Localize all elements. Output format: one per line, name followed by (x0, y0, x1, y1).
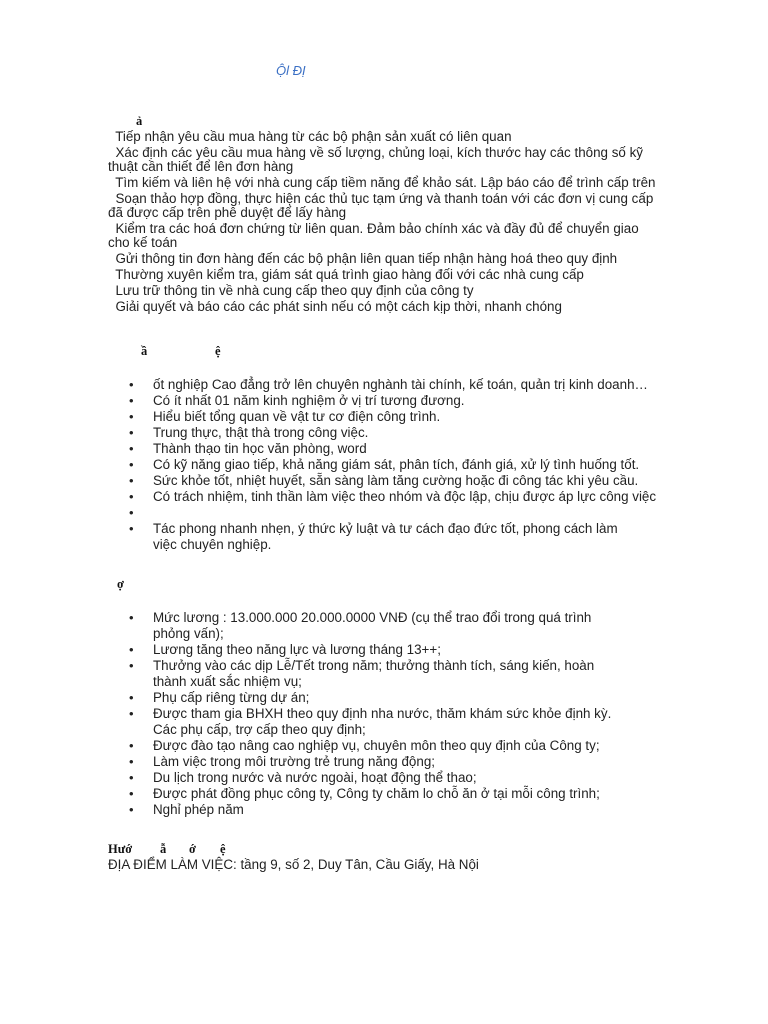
section4-heading-part-a: Hướ (108, 842, 133, 856)
description-line: Tìm kiếm và liên hệ với nhà cung cấp tiềm năng để khảo sát. Lập báo cáo để trình cấp trên (108, 175, 656, 190)
list-item: • Được phát đồng phục công ty, Công ty chăm lo chỗ ăn ở tại mỗi công trình; (108, 786, 688, 802)
section2-heading-part-a: ầ (141, 344, 148, 358)
description-line: thuật cần thiết để lên đơn hàng (108, 159, 294, 174)
list-item: • Lương tăng theo năng lực và lương tháng 13++; (108, 642, 688, 658)
document-title: Ộl ĐỊ (276, 63, 306, 78)
list-item: • Có ít nhất 01 năm kinh nghiệm ở vị trí tương đương. (108, 393, 688, 409)
description-line: Lưu trữ thông tin về nhà cung cấp theo quy định của công ty (108, 283, 474, 298)
work-location: ĐỊA ĐIỂM LÀM VIỆC: tầng 9, số 2, Duy Tân, Cầu Giấy, Hà Nội (108, 857, 479, 872)
section4-heading-part-c: ớ (189, 842, 196, 856)
description-line: Xác định các yêu cầu mua hàng về số lượng, chủng loại, kích thước hay các thông số kỹ (108, 145, 643, 160)
description-line: cho kế toán (108, 235, 178, 250)
list-item: • Thành thạo tin học văn phòng, word (108, 441, 688, 457)
section3-heading: ợ (117, 577, 124, 591)
description-line: Giải quyết và báo cáo các phát sinh nếu có một cách kịp thời, nhanh chóng (108, 299, 562, 314)
list-item: • Hiểu biết tổng quan về vật tư cơ điện công trình. (108, 409, 688, 425)
list-item: • Tác phong nhanh nhẹn, ý thức kỷ luật và tư cách đạo đức tốt, phong cách làm việc chuyên nghiệp. (108, 521, 688, 553)
list-item: • Trung thực, thật thà trong công việc. (108, 425, 688, 441)
list-item: • Được đào tạo nâng cao nghiệp vụ, chuyên môn theo quy định của Công ty; (108, 738, 688, 754)
list-item: • Mức lương : 13.000.000 20.000.0000 VNĐ (cụ thể trao đổi trong quá trình phỏng vấn); (108, 610, 688, 642)
description-line: Thường xuyên kiểm tra, giám sát quá trình giao hàng đối với các nhà cung cấp (108, 267, 584, 282)
list-item: • Làm việc trong môi trường trẻ trung năng động; (108, 754, 688, 770)
list-item: • Du lịch trong nước và nước ngoài, hoạt động thể thao; (108, 770, 688, 786)
description-line: Tiếp nhận yêu cầu mua hàng từ các bộ phận sản xuất có liên quan (108, 129, 512, 144)
description-line: Gửi thông tin đơn hàng đến các bộ phận liên quan tiếp nhận hàng hoá theo quy định (108, 251, 618, 266)
list-spacer (108, 505, 688, 521)
requirements-list (108, 377, 688, 553)
benefits-list (108, 610, 688, 818)
description-line: Kiểm tra các hoá đơn chứng từ liên quan. Đảm bảo chính xác và đầy đủ để chuyển giao (108, 221, 639, 236)
list-item: • Nghỉ phép năm (108, 802, 688, 818)
description-line: Soạn thảo hợp đồng, thực hiện các thủ tục tạm ứng và thanh toán với các đơn vị cung cấp (108, 191, 654, 206)
list-item: • Có kỹ năng giao tiếp, khả năng giám sát, phân tích, đánh giá, xử lý tình huống tốt. (108, 457, 688, 473)
list-item: • ốt nghiệp Cao đẳng trở lên chuyên nghành tài chính, kế toán, quản trị kinh doanh… (108, 377, 688, 393)
section4-heading-part-b: ẫ (160, 842, 167, 856)
description-line: đã được cấp trên phê duyệt để lấy hàng (108, 205, 347, 220)
list-item: • Được tham gia BHXH theo quy định nha nước, thăm khám sức khỏe định kỳ. Các phụ cấp, trợ cấp theo quy định; (108, 706, 688, 738)
list-item: • Thưởng vào các dịp Lễ/Tết trong năm; thưởng thành tích, sáng kiến, hoàn thành xuất sắc nhiệm vụ; (108, 658, 688, 690)
section1-heading: ả (136, 114, 143, 128)
list-item: • Sức khỏe tốt, nhiệt huyết, sẵn sàng làm tăng cường hoặc đi công tác khi yêu cầu. (108, 473, 688, 489)
section2-heading-part-b: ệ (215, 344, 221, 358)
section4-heading-part-d: ệ (220, 842, 226, 856)
list-item: • Có trách nhiệm, tinh thần làm việc theo nhóm và độc lập, chịu được áp lực công việc (108, 489, 688, 505)
job-description-block (108, 129, 688, 315)
list-item: • Phụ cấp riêng từng dự án; (108, 690, 688, 706)
